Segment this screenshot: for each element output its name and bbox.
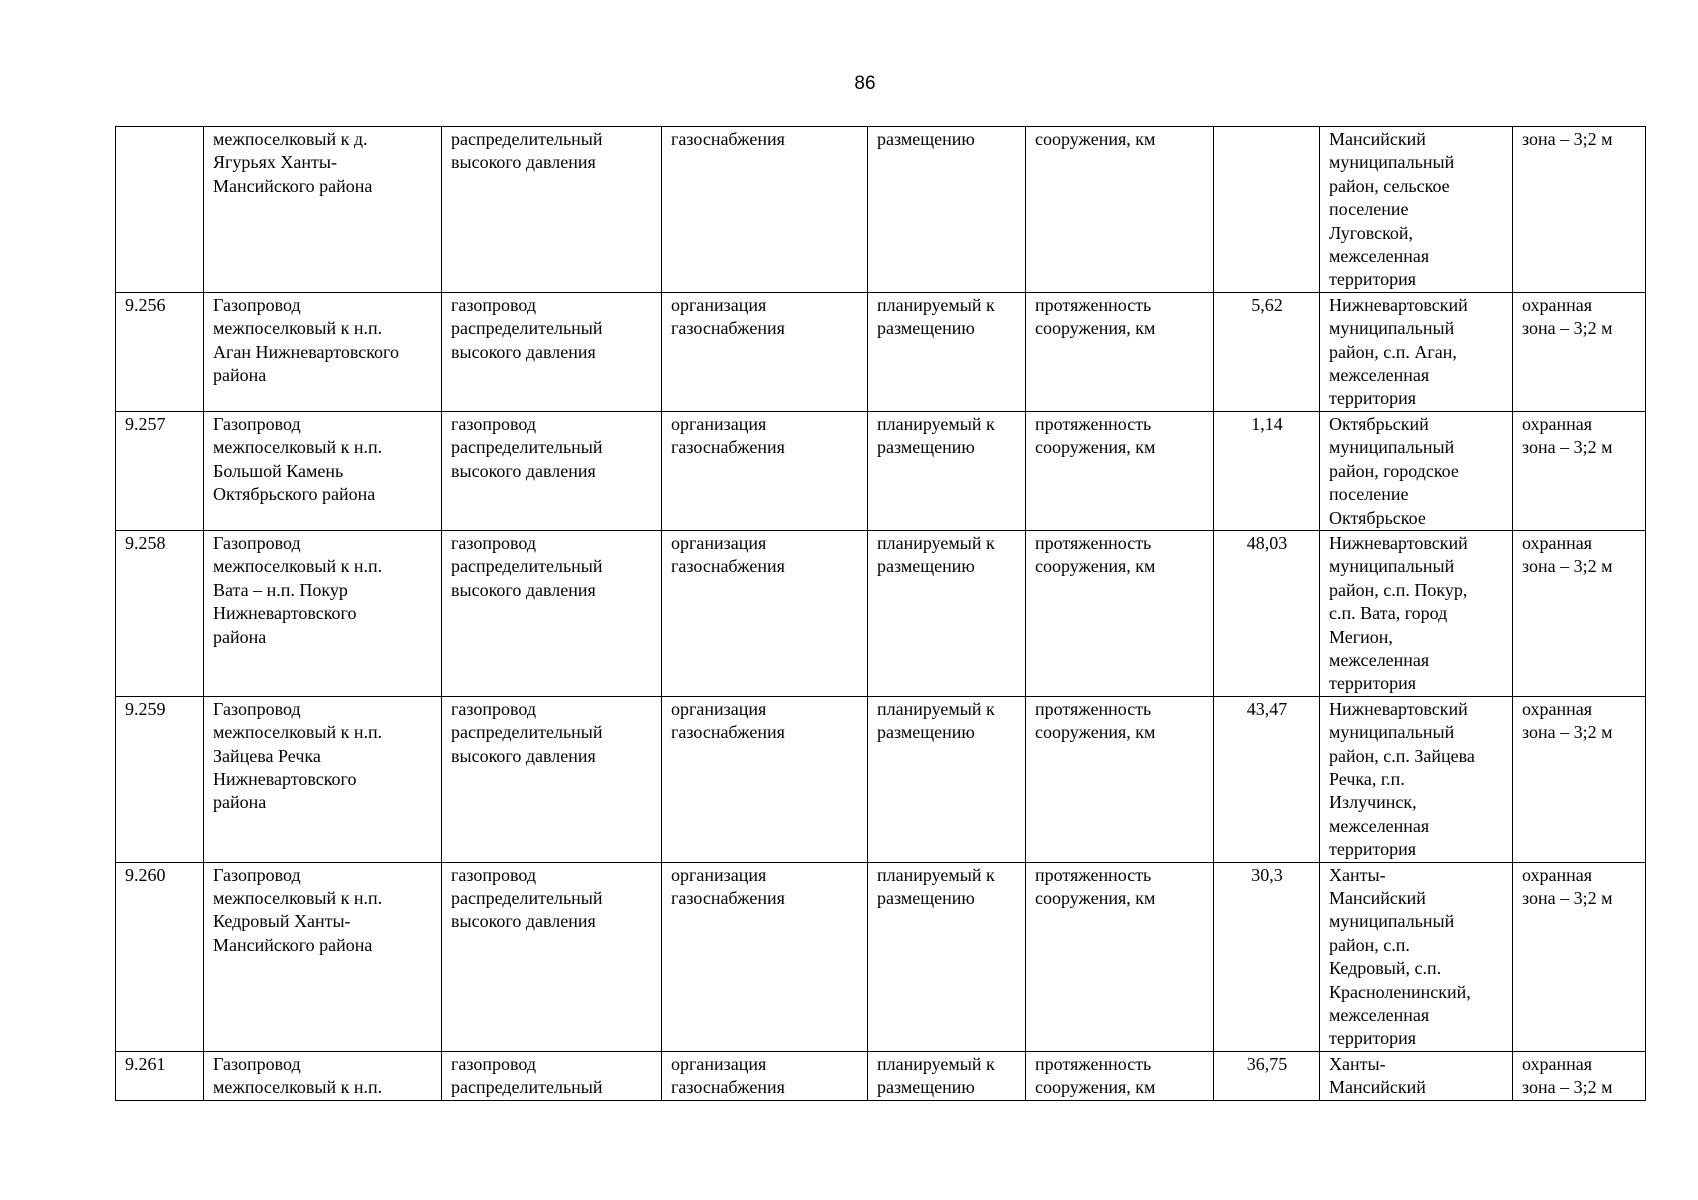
- object-type-line: распределительный: [451, 318, 603, 339]
- object-type-cell: [442, 1051, 662, 1100]
- value-cell: 36,75: [1214, 1051, 1320, 1100]
- status-line: размещению: [877, 1077, 975, 1098]
- status-cell: [868, 292, 1026, 411]
- status-cell: [868, 411, 1026, 530]
- status-cell: [868, 127, 1026, 293]
- purpose-line: газоснабжения: [671, 1077, 785, 1098]
- characteristic-line: сооружения, км: [1035, 129, 1156, 149]
- location-line: Мансийский: [1329, 888, 1426, 908]
- purpose-line: организация: [671, 294, 767, 315]
- purpose-line: организация: [671, 413, 767, 434]
- zone-line: зона – 3;2 м: [1522, 129, 1613, 149]
- characteristic-line: протяженность: [1035, 698, 1152, 719]
- object-name-line: Газопровод: [213, 413, 301, 434]
- row-number-cell: 9.260: [116, 862, 204, 1051]
- value-cell: 30,3: [1214, 862, 1320, 1051]
- table-row: [116, 696, 1646, 862]
- object-name-line: района: [213, 626, 267, 647]
- location-line: Луговской,: [1329, 222, 1414, 243]
- object-name-line: района: [213, 792, 267, 813]
- zone-cell: [1513, 292, 1646, 411]
- object-name-line: Мансийского района: [213, 934, 373, 955]
- characteristic-line: сооружения, км: [1035, 318, 1156, 339]
- location-cell: [1320, 127, 1513, 293]
- purpose-line: организация: [671, 698, 767, 719]
- location-line: район, городское: [1329, 460, 1459, 481]
- purpose-cell: [662, 1051, 868, 1100]
- location-cell: [1320, 292, 1513, 411]
- value-cell: 48,03: [1214, 530, 1320, 696]
- object-type-line: распределительный: [451, 888, 603, 908]
- object-name-cell: [204, 696, 442, 862]
- row-number-cell: 9.261: [116, 1051, 204, 1100]
- status-line: размещению: [877, 437, 975, 458]
- purpose-line: газоснабжения: [671, 437, 785, 458]
- zone-cell: [1513, 127, 1646, 293]
- location-line: Красноленинский,: [1329, 981, 1471, 1002]
- characteristic-line: сооружения, км: [1035, 888, 1156, 908]
- object-name-line: Кедровый Ханты-: [213, 911, 351, 932]
- object-type-line: распределительный: [451, 437, 603, 458]
- purpose-line: газоснабжения: [671, 556, 785, 577]
- table-row: [116, 127, 1646, 293]
- object-name-cell: [204, 1051, 442, 1100]
- table-row: [116, 530, 1646, 696]
- zone-line: охранная: [1522, 294, 1593, 315]
- status-line: размещению: [877, 129, 975, 149]
- location-line: Мегион,: [1329, 626, 1393, 647]
- location-line: с.п. Вата, город: [1329, 603, 1448, 624]
- characteristic-line: протяженность: [1035, 294, 1152, 315]
- status-line: планируемый к: [877, 864, 995, 885]
- characteristic-cell: [1026, 862, 1214, 1051]
- location-line: межселенная: [1329, 649, 1430, 670]
- location-line: район, с.п. Аган,: [1329, 341, 1457, 362]
- row-number-cell: 9.257: [116, 411, 204, 530]
- purpose-line: организация: [671, 864, 767, 885]
- object-name-line: Газопровод: [213, 532, 301, 553]
- row-number-cell: 9.258: [116, 530, 204, 696]
- location-line: Мансийский: [1329, 129, 1426, 149]
- object-type-line: газопровод: [451, 413, 537, 434]
- characteristic-cell: [1026, 530, 1214, 696]
- status-cell: [868, 1051, 1026, 1100]
- value-cell: [1214, 127, 1320, 293]
- object-name-line: Газопровод: [213, 864, 301, 885]
- row-number-cell: 9.256: [116, 292, 204, 411]
- location-line: территория: [1329, 839, 1417, 860]
- zone-line: зона – 3;2 м: [1522, 437, 1613, 458]
- page-number: 86: [854, 73, 876, 94]
- object-name-line: межпоселковый к н.п.: [213, 722, 383, 743]
- status-line: размещению: [877, 318, 975, 339]
- purpose-line: газоснабжения: [671, 888, 785, 908]
- object-type-cell: [442, 411, 662, 530]
- status-line: размещению: [877, 722, 975, 743]
- location-line: Речка, г.п.: [1329, 768, 1405, 789]
- characteristic-cell: [1026, 411, 1214, 530]
- purpose-cell: [662, 862, 868, 1051]
- location-line: муниципальный: [1329, 318, 1455, 339]
- purpose-cell: [662, 696, 868, 862]
- object-name-line: Зайцева Речка: [213, 745, 321, 766]
- row-number-cell: [116, 127, 204, 293]
- object-name-line: района: [213, 365, 267, 386]
- object-type-line: высокого давления: [451, 911, 596, 932]
- characteristic-line: протяженность: [1035, 1053, 1152, 1074]
- location-line: Ханты-: [1329, 864, 1386, 885]
- location-line: муниципальный: [1329, 722, 1455, 743]
- purpose-line: газоснабжения: [671, 318, 785, 339]
- purpose-cell: [662, 530, 868, 696]
- object-type-line: высокого давления: [451, 460, 596, 481]
- object-name-cell: [204, 411, 442, 530]
- location-line: Октябрьский: [1329, 413, 1429, 434]
- zone-cell: [1513, 696, 1646, 862]
- data-table: [115, 126, 1646, 1101]
- location-line: район, с.п. Зайцева: [1329, 745, 1475, 766]
- status-line: размещению: [877, 888, 975, 908]
- zone-line: охранная: [1522, 698, 1593, 719]
- location-line: Мансийский: [1329, 1077, 1426, 1098]
- object-name-line: Газопровод: [213, 698, 301, 719]
- value-cell: 5,62: [1214, 292, 1320, 411]
- zone-line: охранная: [1522, 1053, 1593, 1074]
- object-name-cell: [204, 862, 442, 1051]
- object-name-cell: [204, 127, 442, 293]
- characteristic-line: протяженность: [1035, 532, 1152, 553]
- value-cell: 43,47: [1214, 696, 1320, 862]
- object-type-cell: [442, 127, 662, 293]
- characteristic-line: сооружения, км: [1035, 437, 1156, 458]
- object-name-line: межпоселковый к н.п.: [213, 1077, 383, 1098]
- status-line: планируемый к: [877, 413, 995, 434]
- location-line: район, с.п. Покур,: [1329, 579, 1468, 600]
- location-cell: [1320, 530, 1513, 696]
- object-type-line: газопровод: [451, 698, 537, 719]
- location-line: межселенная: [1329, 815, 1430, 836]
- object-name-line: Октябрьского района: [213, 484, 376, 505]
- object-type-cell: [442, 696, 662, 862]
- zone-cell: [1513, 530, 1646, 696]
- purpose-line: организация: [671, 532, 767, 553]
- characteristic-cell: [1026, 696, 1214, 862]
- zone-cell: [1513, 1051, 1646, 1100]
- purpose-cell: [662, 411, 868, 530]
- characteristic-cell: [1026, 292, 1214, 411]
- location-line: Нижневартовский: [1329, 294, 1468, 315]
- object-type-line: высокого давления: [451, 745, 596, 766]
- location-line: Ханты-: [1329, 1053, 1386, 1074]
- characteristic-line: протяженность: [1035, 413, 1152, 434]
- object-type-cell: [442, 292, 662, 411]
- status-cell: [868, 862, 1026, 1051]
- zone-line: охранная: [1522, 413, 1593, 434]
- location-line: Излучинск,: [1329, 792, 1417, 813]
- location-cell: [1320, 411, 1513, 530]
- object-type-line: распределительный: [451, 556, 603, 577]
- zone-line: зона – 3;2 м: [1522, 888, 1613, 908]
- characteristic-line: протяженность: [1035, 864, 1152, 885]
- object-name-line: межпоселковый к н.п.: [213, 556, 383, 577]
- object-type-line: распределительный: [451, 1077, 603, 1098]
- location-line: муниципальный: [1329, 911, 1455, 932]
- zone-cell: [1513, 862, 1646, 1051]
- location-line: межселенная: [1329, 246, 1430, 267]
- object-name-line: Нижневартовского: [213, 603, 357, 624]
- purpose-cell: [662, 127, 868, 293]
- object-type-line: высокого давления: [451, 341, 596, 362]
- object-name-line: межпоселковый к н.п.: [213, 888, 383, 908]
- zone-line: охранная: [1522, 532, 1593, 553]
- location-line: муниципальный: [1329, 556, 1455, 577]
- location-line: поселение: [1329, 199, 1409, 220]
- purpose-line: газоснабжения: [671, 129, 785, 149]
- location-line: территория: [1329, 388, 1417, 409]
- object-type-line: газопровод: [451, 532, 537, 553]
- purpose-line: организация: [671, 1053, 767, 1074]
- location-line: район, с.п.: [1329, 934, 1410, 955]
- zone-cell: [1513, 411, 1646, 530]
- location-line: территория: [1329, 269, 1417, 290]
- object-name-line: Газопровод: [213, 294, 301, 315]
- object-name-line: Аган Нижневартовского: [213, 341, 399, 362]
- object-type-line: газопровод: [451, 294, 537, 315]
- status-line: размещению: [877, 556, 975, 577]
- table-row: [116, 411, 1646, 530]
- location-line: Октябрьское: [1329, 507, 1426, 528]
- zone-line: охранная: [1522, 864, 1593, 885]
- object-name-line: Нижневартовского: [213, 768, 357, 789]
- object-name-line: межпоселковый к н.п.: [213, 318, 383, 339]
- location-line: Кедровый, с.п.: [1329, 958, 1442, 979]
- characteristic-cell: [1026, 127, 1214, 293]
- object-name-line: межпоселковый к н.п.: [213, 437, 383, 458]
- zone-line: зона – 3;2 м: [1522, 556, 1613, 577]
- object-name-line: Мансийского района: [213, 175, 373, 196]
- status-line: планируемый к: [877, 698, 995, 719]
- location-line: район, сельское: [1329, 175, 1450, 196]
- table-row: [116, 292, 1646, 411]
- object-name-cell: [204, 292, 442, 411]
- characteristic-line: сооружения, км: [1035, 722, 1156, 743]
- purpose-line: газоснабжения: [671, 722, 785, 743]
- location-line: Нижневартовский: [1329, 698, 1468, 719]
- location-line: поселение: [1329, 484, 1409, 505]
- location-line: Нижневартовский: [1329, 532, 1468, 553]
- object-type-line: газопровод: [451, 1053, 537, 1074]
- zone-line: зона – 3;2 м: [1522, 318, 1613, 339]
- object-type-line: высокого давления: [451, 152, 596, 173]
- object-name-line: Большой Камень: [213, 460, 344, 481]
- location-line: территория: [1329, 1028, 1417, 1049]
- object-type-line: газопровод: [451, 864, 537, 885]
- location-cell: [1320, 1051, 1513, 1100]
- object-name-line: Ягурьях Ханты-: [213, 152, 337, 173]
- status-line: планируемый к: [877, 1053, 995, 1074]
- characteristic-line: сооружения, км: [1035, 1077, 1156, 1098]
- status-line: планируемый к: [877, 294, 995, 315]
- object-type-line: распределительный: [451, 722, 603, 743]
- object-type-line: распределительный: [451, 129, 603, 149]
- purpose-cell: [662, 292, 868, 411]
- row-number-cell: 9.259: [116, 696, 204, 862]
- value-cell: 1,14: [1214, 411, 1320, 530]
- status-cell: [868, 696, 1026, 862]
- location-line: территория: [1329, 673, 1417, 694]
- status-line: планируемый к: [877, 532, 995, 553]
- characteristic-line: сооружения, км: [1035, 556, 1156, 577]
- location-line: межселенная: [1329, 1005, 1430, 1026]
- object-type-line: высокого давления: [451, 579, 596, 600]
- location-line: муниципальный: [1329, 152, 1455, 173]
- zone-line: зона – 3;2 м: [1522, 1077, 1613, 1098]
- zone-line: зона – 3;2 м: [1522, 722, 1613, 743]
- table-row: [116, 862, 1646, 1051]
- object-type-cell: [442, 530, 662, 696]
- location-line: межселенная: [1329, 365, 1430, 386]
- object-type-cell: [442, 862, 662, 1051]
- object-name-line: Газопровод: [213, 1053, 301, 1074]
- object-name-line: Вата – н.п. Покур: [213, 579, 348, 600]
- location-cell: [1320, 696, 1513, 862]
- table-body: [116, 127, 1646, 1101]
- object-name-line: межпоселковый к д.: [213, 129, 368, 149]
- status-cell: [868, 530, 1026, 696]
- table-row: [116, 1051, 1646, 1100]
- location-cell: [1320, 862, 1513, 1051]
- characteristic-cell: [1026, 1051, 1214, 1100]
- object-name-cell: [204, 530, 442, 696]
- location-line: муниципальный: [1329, 437, 1455, 458]
